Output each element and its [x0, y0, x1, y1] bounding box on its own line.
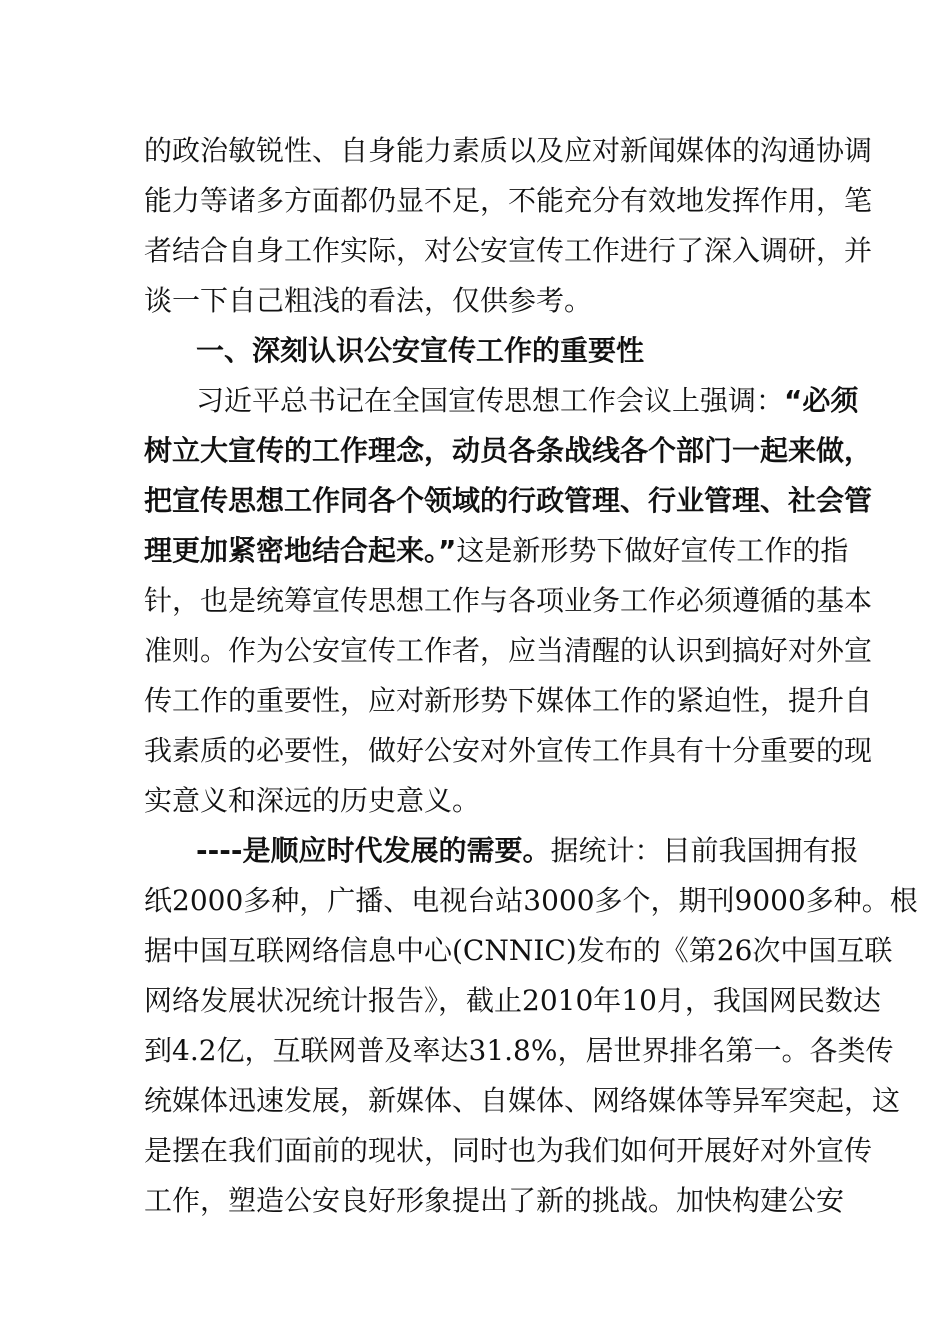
text-line: 纸2000多种，广播、电视台站3000多个，期刊9000多种。根 [144, 884, 918, 917]
text-line [144, 526, 849, 576]
text-line: 谈一下自己粗浅的看法，仅供参考。 [144, 284, 593, 317]
quote-text: 理更加紧密地结合起来。” [144, 534, 457, 567]
quote-text: “必须 [784, 384, 859, 417]
text-line: 能力等诸多方面都仍显不足，不能充分有效地发挥作用，笔 [144, 184, 873, 217]
quote-line: 把宣传思想工作同各个领域的行政管理、行业管理、社会管 [144, 484, 873, 517]
text-line [196, 826, 859, 876]
plain-text: 据统计：目前我国拥有报 [550, 834, 859, 867]
text-line: 实意义和深远的历史意义。 [144, 784, 481, 817]
section-heading: 一、深刻认识公安宣传工作的重要性 [196, 334, 645, 367]
text-line: 到4.2亿，互联网普及率达31.8%，居世界排名第一。各类传 [144, 1034, 894, 1067]
text-line [196, 376, 859, 426]
subheading-text: ----是顺应时代发展的需要。 [196, 834, 551, 867]
quote-line: 树立大宣传的工作理念，动员各条战线各个部门一起来做， [144, 434, 873, 467]
text-line: 是摆在我们面前的现状，同时也为我们如何开展好对外宣传 [144, 1134, 873, 1167]
text-line: 网络发展状况统计报告》，截止2010年10月，我国网民数达 [144, 984, 881, 1017]
text-line: 据中国互联网络信息中心(CNNIC)发布的《第26次中国互联 [144, 934, 893, 967]
text-line: 针，也是统筹宣传思想工作与各项业务工作必须遵循的基本 [144, 584, 873, 617]
text-line: 者结合自身工作实际，对公安宣传工作进行了深入调研，并 [144, 234, 873, 267]
plain-text: 这是新形势下做好宣传工作的指 [456, 534, 849, 567]
text-line: 我素质的必要性，做好公安对外宣传工作具有十分重要的现 [144, 734, 873, 767]
plain-text: 习近平总书记在全国宣传思想工作会议上强调： [196, 384, 785, 417]
text-line: 工作，塑造公安良好形象提出了新的挑战。加快构建公安 [144, 1184, 845, 1217]
text-line: 传工作的重要性，应对新形势下媒体工作的紧迫性，提升自 [144, 684, 873, 717]
text-line: 的政治敏锐性、自身能力素质以及应对新闻媒体的沟通协调 [144, 134, 873, 167]
text-line: 统媒体迅速发展，新媒体、自媒体、网络媒体等异军突起，这 [144, 1084, 901, 1117]
text-line: 准则。作为公安宣传工作者，应当清醒的认识到搞好对外宣 [144, 634, 873, 667]
